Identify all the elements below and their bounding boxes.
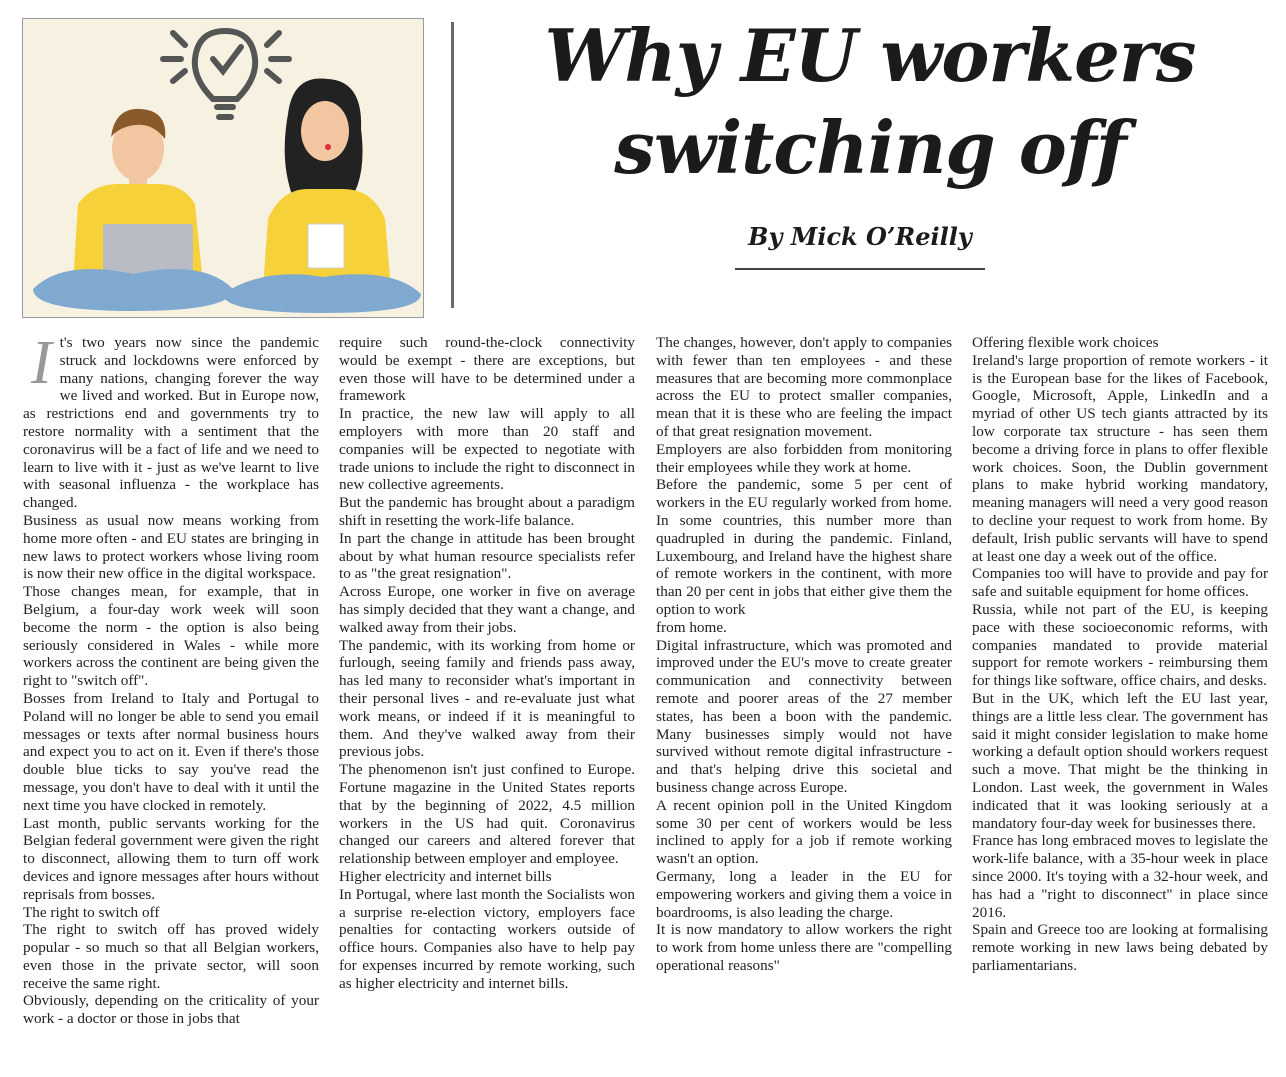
paragraph: The changes, however, don't apply to companies with fewer than ten employees - and these measures that are becoming more commonplace across the EU to protect smaller companies, mean that it is these who are feeling the impact of that great resignation movement. xyxy=(656,334,952,440)
paragraph: Companies too will have to provide and pay for safe and suitable equipment for home offices. xyxy=(972,565,1268,601)
paragraph: Russia, while not part of the EU, is keeping pace with these socioeconomic reforms, with companies mandated to provide material support for remote workers - reimbursing them for things like software, office chairs, and desks. xyxy=(972,600,1268,690)
article-illustration xyxy=(22,18,424,318)
article-byline: By Mick O’Reilly xyxy=(748,222,972,251)
article-column-2 xyxy=(339,334,635,1069)
paragraph: Ireland's large proportion of remote workers - it is the European base for the likes of Facebook, Google, Microsoft, Apple, LinkedIn and a myriad of other US tech giants attracted by its low corporate tax structure - has seen them become a driving force in plans to offer flexible work choices. Soon, the Dublin government plans to make hybrid working mandatory, meaning managers will need a very good reason to decline your request to work from home. By default, Irish public servants will have to spend at least one day a week out of the office. xyxy=(972,351,1268,565)
byline-underline xyxy=(735,268,985,270)
paragraph: Digital infrastructure, which was promoted and improved under the EU's move to create greater communication and connectivity between remote and poorer areas of the 27 member states, has been a boon with the pandemic. Many businesses simply would not have survived without remote digital infrastructure - and that's helping drive this societal and business change across Europe. xyxy=(656,636,952,796)
article-column-1 xyxy=(23,334,319,1069)
paragraph: The phenomenon isn't just confined to Europe. Fortune magazine in the United States reports that by the beginning of 2022, 4.5 million workers in the US had quit. Coronavirus changed our careers and altered forever that relationship between employer and employee. xyxy=(339,761,635,868)
subheading: Higher electricity and internet bills xyxy=(339,867,552,885)
paragraph: But the pandemic has brought about a paradigm shift in resetting the work-life balance. xyxy=(339,494,635,529)
paragraph: Last month, public servants working for the Belgian federal government were given the right to disconnect, allowing them to turn off work devices and ignore messages after hours without reprisals from bosses. xyxy=(23,814,319,903)
paragraph: Obviously, depending on the criticality of your work - a doctor or those in jobs that xyxy=(23,992,319,1028)
headline-line-1: Why EU workers xyxy=(544,13,1196,98)
subheading: Offering flexible work choices xyxy=(972,334,1159,351)
paragraph: Business as usual now means working from home more often - and EU states are bringing in new laws to protect workers whose living room is now their new office in the digital workspace. xyxy=(23,511,319,583)
article-column-3 xyxy=(656,334,952,1069)
paragraph: require such round-the-clock connectivity would be exempt - there are exceptions, but even those will have to be determined under a framework xyxy=(339,334,635,405)
paragraph: The pandemic, with its working from home or furlough, seeing family and friends pass away, has led many to reconsider what's important in their personal lives - and re-evaluate just what work means, or indeed if it is meaningful to them. And they've walked away from their previous jobs. xyxy=(339,636,635,761)
paragraph: In Portugal, where last month the Socialists won a surprise re-election victory, employers face penalties for contacting workers outside of office hours. Companies also have to help pay for expenses incurred by remote working, such as higher electricity and internet bills. xyxy=(339,885,635,992)
paragraph: A recent opinion poll in the United Kingdom some 30 per cent of workers would be less inclined to apply for a job if remote working wasn't an option. xyxy=(656,796,952,868)
paragraph: The right to switch off has proved widely popular - so much so that all Belgian workers, even those in the private sector, will soon receive the same right. xyxy=(23,921,319,992)
paragraph: Germany, long a leader in the EU for empowering workers and giving them a voice in boardrooms, is also leading the charge. xyxy=(656,867,952,921)
paragraph: Before the pandemic, some 5 per cent of workers in the EU regularly worked from home. In some countries, this number more than quadrupled in during the pandemic. Finland, Luxembourg, and Ireland have the highest share of remote workers in the continent, with more than 20 per cent in jobs that either give them the option to work xyxy=(656,476,952,618)
paragraph: Across Europe, one worker in five on average has simply decided that they want a change, and walked away from their jobs. xyxy=(339,583,635,636)
paragraph: t's two years now since the pandemic struck and lockdowns were enforced by many nations, changing forever the way we lived and worked. But in Europe now, as restrictions end and governments try to restore normality with a sentiment that the coronavirus will be a fact of life and we need to learn to live with it - just as we've learnt to live with seasonal influenza - the workplace has changed. xyxy=(23,334,319,512)
paragraph: In practice, the new law will apply to all employers with more than 20 staff and companies will be expected to negotiate with trade unions to include the right to disconnect in new collective agreements. xyxy=(339,405,635,494)
paragraph: from home. xyxy=(656,618,727,636)
drop-cap: I xyxy=(31,334,52,397)
headline-line-2: switching off xyxy=(614,105,1126,190)
paragraph: Those changes mean, for example, that in Belgium, a four-day work week will soon become the norm - the option is also being seriously considered in Wales - while more workers across the continent are being given the right to "switch off". xyxy=(23,583,319,690)
article-column-4 xyxy=(972,334,1268,1069)
vertical-divider xyxy=(451,22,454,308)
paragraph: Spain and Greece too are looking at formalising remote working in new laws being debated by parliamentarians. xyxy=(972,921,1268,974)
paragraph: France has long embraced moves to legislate the work-life balance, with a 35-hour week in place since 2000. It's toying with a 32-hour week, and has had a "right to disconnect" in place since 2016. xyxy=(972,832,1268,921)
paragraph: But in the UK, which left the EU last year, things are a little less clear. The government has said it might consider legislation to make home working a default option should workers request such a move. That might be the thinking in London. Last week, the government in Wales indicated that it was looking seriously at a mandatory four-day week for businesses there. xyxy=(972,689,1268,832)
paragraph: Bosses from Ireland to Italy and Portugal to Poland will no longer be able to send you email messages or texts after normal business hours and expect you to act on it. Even if there's those double blue ticks to say you've read the message, you don't have to deal with it until the next time you have clocked in remotely. xyxy=(23,689,319,814)
two-people-lightbulb-illustration xyxy=(23,19,423,317)
article-headline xyxy=(470,10,1270,194)
paragraph: It is now mandatory to allow workers the right to work from home unless there are "compelling operational reasons" xyxy=(656,921,952,974)
paragraph: Employers are also forbidden from monitoring their employees while they work at home. xyxy=(656,440,952,476)
paragraph: In part the change in attitude has been brought about by what human resource specialists refer to as "the great resignation". xyxy=(339,529,635,583)
subheading: The right to switch off xyxy=(23,903,160,921)
